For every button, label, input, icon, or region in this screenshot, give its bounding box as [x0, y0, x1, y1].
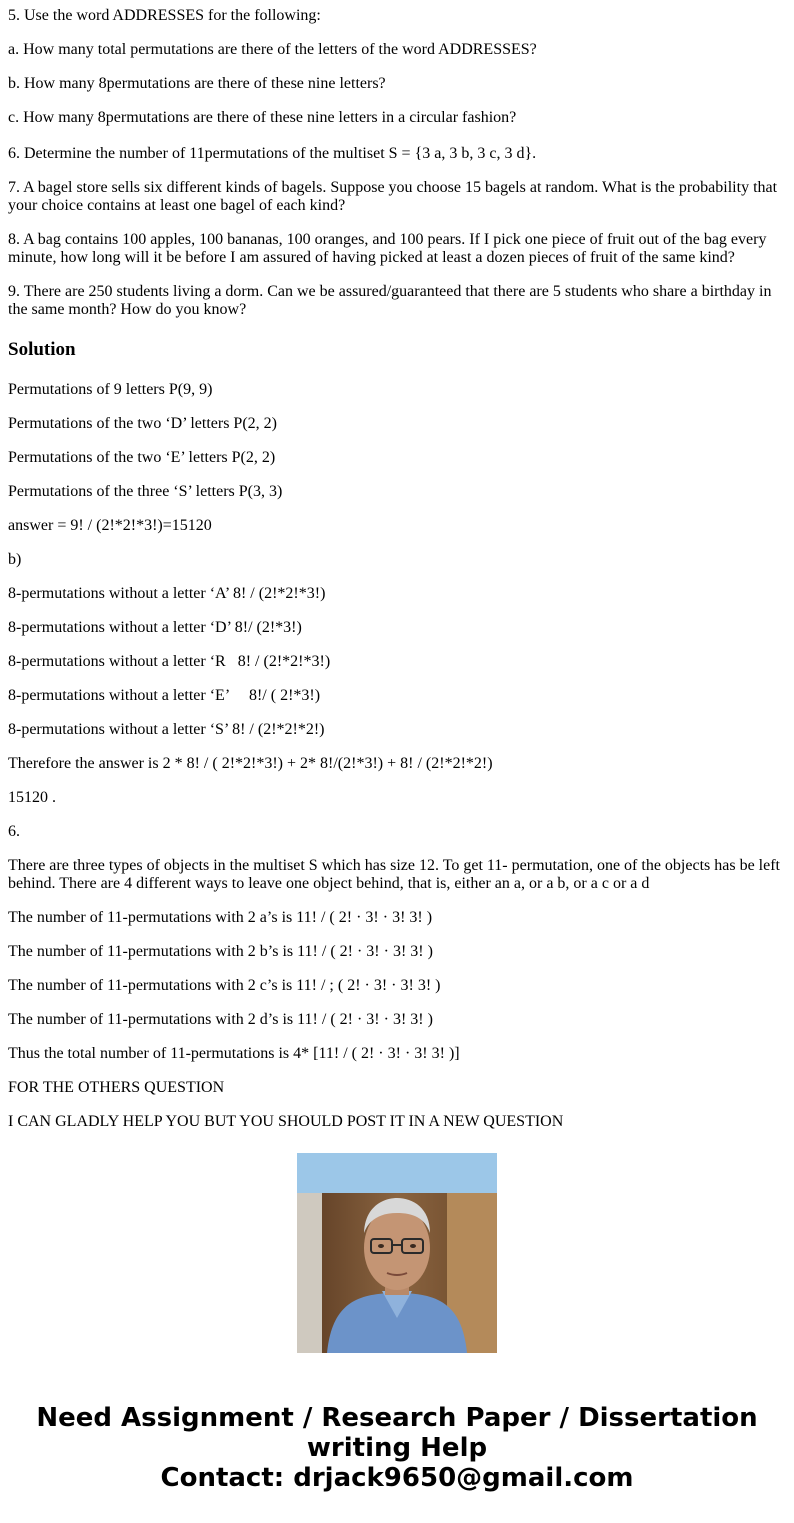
solution-line: Permutations of the two ‘D’ letters P(2, 2): [8, 415, 277, 432]
promo-line-2: writing Help: [306, 1433, 488, 1463]
solution-line: Permutations of 9 letters P(9, 9): [8, 381, 213, 398]
solution-line: FOR THE OTHERS QUESTION: [8, 1079, 225, 1096]
question-6: 6. Determine the number of 11permutations of the multiset S = {3 a, 3 b, 3 c, 3 d}.: [8, 145, 537, 162]
solution-line: Permutations of the two ‘E’ letters P(2, 2): [8, 449, 276, 466]
solution-line: 8-permutations without a letter ‘D’ 8!/ (2!*3!): [8, 619, 302, 636]
solution-line: 15120 .: [8, 789, 56, 806]
solution-heading: Solution: [8, 339, 76, 360]
solution-line: The number of 11-permutations with 2 d’s is 11! / ( 2! · 3! · 3! 3! ): [8, 1011, 433, 1028]
question-5c: c. How many 8permutations are there of these nine letters in a circular fashion?: [8, 109, 517, 126]
solution-line: 6.: [8, 823, 20, 840]
author-avatar: [297, 1153, 497, 1353]
solution-line: 8-permutations without a letter ‘E’ 8!/ ( 2!*3!): [8, 687, 321, 704]
solution-line: answer = 9! / (2!*2!*3!)=15120: [8, 517, 212, 534]
question-9: 9. There are 250 students living a dorm. Can we be assured/guaranteed that there are 5 students who share a birthday in the same month? How do you know?: [8, 283, 772, 318]
solution-line: I CAN GLADLY HELP YOU BUT YOU SHOULD POST IT IN A NEW QUESTION: [8, 1113, 564, 1130]
solution-line: Permutations of the three ‘S’ letters P(3, 3): [8, 483, 283, 500]
author-photo: [297, 1153, 497, 1353]
solution-line: 8-permutations without a letter ‘S’ 8! / (2!*2!*2!): [8, 721, 325, 738]
solution-line: b): [8, 551, 22, 568]
solution-line: The number of 11-permutations with 2 a’s is 11! / ( 2! · 3! · 3! 3! ): [8, 909, 433, 926]
solution-line: The number of 11-permutations with 2 c’s is 11! / ; ( 2! · 3! · 3! 3! ): [8, 977, 441, 994]
solution-line: 8-permutations without a letter ‘R 8! / (2!*2!*3!): [8, 653, 331, 670]
question-5a: a. How many total permutations are there of the letters of the word ADDRESSES?: [8, 41, 537, 58]
question-5b: b. How many 8permutations are there of these nine letters?: [8, 75, 386, 92]
question-5: 5. Use the word ADDRESSES for the following:: [8, 7, 321, 24]
solution-paragraph: There are three types of objects in the multiset S which has size 12. To get 11- permutation, one of the objects has be left behind. There are 4 different ways to leave one object behind, that is, either an a, or a b, or a c or a d: [8, 857, 780, 892]
solution-line: The number of 11-permutations with 2 b’s is 11! / ( 2! · 3! · 3! 3! ): [8, 943, 433, 960]
question-8: 8. A bag contains 100 apples, 100 bananas, 100 oranges, and 100 pears. If I pick one piece of fruit out of the bag every minute, how long will it be before I am assured of having picked at least a dozen pieces of fruit of the same kind?: [8, 231, 767, 266]
promo-contact: Contact: drjack9650@gmail.com: [160, 1463, 634, 1493]
solution-line: 8-permutations without a letter ‘A’ 8! / (2!*2!*3!): [8, 585, 326, 602]
solution-line: Therefore the answer is 2 * 8! / ( 2!*2!*3!) + 2* 8!/(2!*3!) + 8! / (2!*2!*2!): [8, 755, 493, 772]
promo-line-1: Need Assignment / Research Paper / Dissertation: [36, 1403, 758, 1433]
solution-line: Thus the total number of 11-permutations is 4* [11! / ( 2! · 3! · 3! 3! )]: [8, 1045, 460, 1062]
document-content: [8, 0, 786, 1130]
question-7: 7. A bagel store sells six different kinds of bagels. Suppose you choose 15 bagels at random. What is the probability that your choice contains at least one bagel of each kind?: [8, 179, 778, 214]
promo-banner: [0, 1403, 794, 1493]
